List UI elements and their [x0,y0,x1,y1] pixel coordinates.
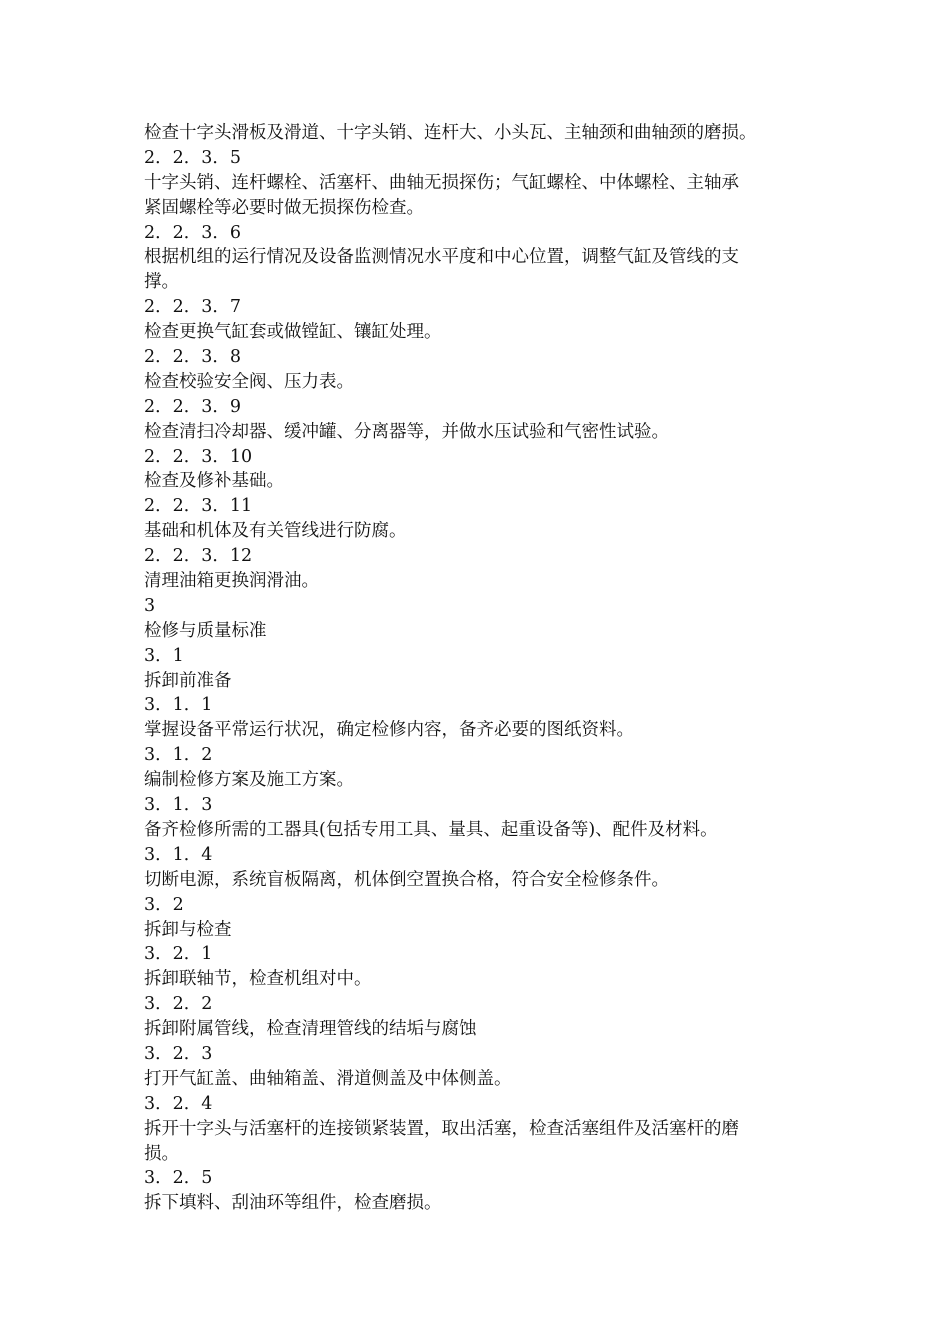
section-number: 3．1．3 [144,795,213,816]
text-line: 拆卸附属管线，检查清理管线的结垢与腐蚀 [144,1019,477,1040]
section-number: 3．2．5 [144,1168,213,1189]
text-line: 拆下填料、刮油环等组件，检查磨损。 [144,1193,442,1214]
section-number: 2．2．3．6 [144,222,242,243]
text-line: 检查及修补基础。 [144,471,284,492]
section-heading: 拆卸前准备 [144,670,232,691]
text-line: 打开气缸盖、曲轴箱盖、滑道侧盖及中体侧盖。 [144,1068,512,1089]
text-line: 检查校验安全阀、压力表。 [144,371,354,392]
section-number: 3．1 [144,645,184,666]
text-line: 撑。 [144,272,179,293]
section-number: 3．1．4 [144,844,213,865]
text-line: 基础和机体及有关管线进行防腐。 [144,521,407,542]
section-number: 3．1．2 [144,745,213,766]
text-line: 根据机组的运行情况及设备监测情况水平度和中心位置，调整气缸及管线的支 [144,247,739,268]
section-number: 3 [144,595,156,616]
section-number: 2．2．3．10 [144,446,253,467]
section-number: 3．2．4 [144,1093,213,1114]
text-line: 拆开十字头与活塞杆的连接锁紧装置，取出活塞，检查活塞组件及活塞杆的磨 [144,1118,739,1139]
text-line: 检查清扫冷却器、缓冲罐、分离器等，并做水压试验和气密性试验。 [144,421,669,442]
section-number: 3．2．2 [144,994,213,1015]
section-heading: 检修与质量标准 [144,620,267,641]
section-number: 3．2．3 [144,1043,213,1064]
section-number: 2．2．3．5 [144,147,242,168]
section-number: 2．2．3．12 [144,546,253,567]
text-line: 损。 [144,1143,179,1164]
document-page [144,121,824,1216]
text-line: 检查更换气缸套或做镗缸、镶缸处理。 [144,322,442,343]
text-line: 检查十字头滑板及滑道、十字头销、连杆大、小头瓦、主轴颈和曲轴颈的磨损。 [144,123,757,143]
text-line: 备齐检修所需的工器具(包括专用工具、量具、起重设备等)、配件及材料。 [144,819,718,840]
section-number: 3．1．1 [144,695,213,716]
text-line: 切断电源，系统盲板隔离，机体倒空置换合格，符合安全检修条件。 [144,869,669,890]
section-number: 2．2．3．7 [144,297,242,318]
section-number: 2．2．3．11 [144,496,253,517]
section-heading: 拆卸与检查 [144,919,232,940]
text-line: 清理油箱更换润滑油。 [144,571,319,592]
text-line: 编制检修方案及施工方案。 [144,770,354,791]
section-number: 3．2．1 [144,944,213,965]
section-number: 2．2．3．9 [144,396,242,417]
section-number: 2．2．3．8 [144,347,242,368]
section-number: 3．2 [144,894,184,915]
text-line: 掌握设备平常运行状况，确定检修内容，备齐必要的图纸资料。 [144,720,634,741]
text-line: 拆卸联轴节，检查机组对中。 [144,969,372,990]
text-line: 十字头销、连杆螺栓、活塞杆、曲轴无损探伤；气缸螺栓、中体螺栓、主轴承 [144,172,739,193]
text-line: 紧固螺栓等必要时做无损探伤检查。 [144,197,424,218]
